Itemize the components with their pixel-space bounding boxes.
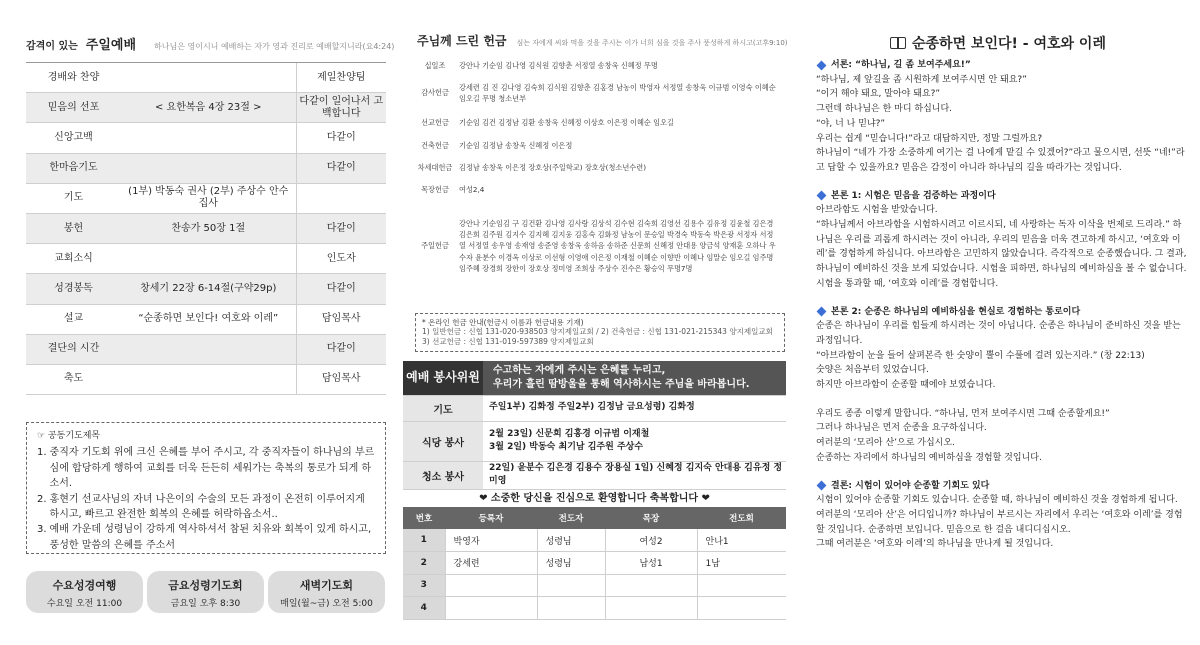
order-item: 한마음기도 [26,153,121,183]
newcomer-number: 1 [403,529,445,552]
sermon-section [816,58,1188,176]
sermon-paragraph: 시험이 있어야 순종할 기회도 있습니다. 순종할 때, 하나님이 예비하신 것을 경험하게 됩니다. 여러분의 ‘모리아 산’은 어디입니까? 하나님이 부르시는 자리에서 우리는 ‘여호와 이레’를 경험할 것입니다. 순종하면 보입니다. 믿음으로 한 걸음 내디디십시오. [816,495,1183,535]
service-committee-table [403,361,786,490]
sermon-paragraph: 아브라함도 시험을 받았습니다. [816,205,938,216]
worship-order-column [18,0,395,645]
offering-category: 건축헌금 [421,141,449,150]
order-content: < 요한복음 4장 23절 > [121,93,296,123]
sermon-section [816,305,1188,466]
service-row-kitchen [403,421,786,461]
book-icon [890,37,906,49]
service-row-cleaning [403,461,786,489]
newcomer-header-cell: 전도회 [697,507,786,529]
order-content [121,334,296,364]
service-row-value [483,421,786,461]
newcomer-evangelist: 성령님 [537,552,605,575]
online-offering-box [415,313,785,352]
meeting-time: 매일(월~금) 오전 5:00 [280,599,373,609]
sermon-body [816,58,1188,565]
sermon-paragraph: 숫양은 처음부터 있었습니다. [816,365,929,376]
prayer-number: 2. [37,493,47,505]
offering-names: 강안나 기순임김 구 김건환 김나영 김사랑 김상석 김수현 김숙희 김영선 김용수 김유정 김윤철 김은경 김은희 김주원 김지수 김지혜 김지웅 김홍숙 김화정 남농이 문승일 박경숙 박동숙 박은광 서정자 서정열 서정열 송우영 송재영 송준영 송창욱 송하음 송하준 신문희 신혜정 안대용 양금석 양재훈 오하나 우수자 윤분수 이경옥 이상로 이선형 이영애 이은정 이재철 이혜순 이향반 이혜나 임말순 임오길 임주명 임주혜 장경희 장한이 장호상 정미영 조희상 주상수 진수은 황승익 무명7명 [459,219,776,273]
offering-row [415,157,777,179]
order-leader: 인도자 [296,244,386,274]
offering-category: 감사헌금 [421,88,449,97]
sermon-heading [816,479,1188,494]
sermon-section [816,189,1188,292]
newcomer-name: 박영자 [445,529,537,552]
offering-category: 주일헌금 [421,241,449,250]
newcomer-society: 1남 [697,552,786,575]
sermon-heading-text: 본론 2: 순종은 하나님의 예비하심을 현실로 경험하는 통로이다 [831,306,1081,317]
prayer-text: 예배 가운데 성령님이 강하게 역사하셔서 참된 치유와 회복이 있게 하시고, 풍성한 말씀의 은혜를 주소서 [49,524,372,551]
newcomer-society [697,597,786,620]
blue-diamond-icon [817,191,827,201]
online-offering-title: * 온라인 헌금 안내(헌금시 이름과 헌금내용 기재) [422,318,584,327]
newcomer-number: 3 [403,574,445,597]
order-item: 믿음의 선포 [26,93,121,123]
order-item: 결단의 시간 [26,334,121,364]
order-leader: 제일찬양팀 [296,63,386,93]
order-leader: 담임목사 [296,364,386,394]
newcomer-name: 강세련 [445,552,537,575]
offering-names: 강세련 김 진 김나영 김숙희 김식원 김향춘 김홍경 남농이 박영자 서정열 송창욱 이규범 이영숙 이혜순 임오길 무명 청소년부 [459,82,776,103]
sermon-paragraph: 순종은 하나님이 우리를 힘들게 하시려는 것이 아닙니다. 순종은 하나님이 준비하신 것을 받는 과정입니다. [816,321,1181,346]
newcomer-evangelist: 성령님 [537,529,605,552]
prayer-item [37,522,377,553]
newcomer-header-cell: 등록자 [445,507,537,529]
order-leader: 다같이 [296,334,386,364]
meeting-dawn [268,571,385,613]
offering-column [403,0,788,645]
sermon-paragraph: “이거 해야 돼요, 말아야 돼요?” [816,89,941,100]
offering-names: 여성2,4 [459,185,485,195]
order-content [121,364,296,394]
blue-diamond-icon [817,481,827,491]
newcomer-header-row [403,507,786,529]
newcomer-evangelist [537,597,605,620]
meeting-title: 금요성령기도회 [168,579,243,592]
offering-row [415,111,777,135]
sermon-section [816,479,1188,553]
worship-order-row [26,213,386,243]
service-row-line: 주일1부) 김화정 주일2부) 김정남 금요성령) 김화정 [489,402,695,413]
order-content [121,153,296,183]
meeting-time: 금요일 오후 8:30 [170,599,241,609]
order-leader [296,183,386,213]
order-item: 교회소식 [26,244,121,274]
worship-header [26,34,394,53]
sermon-paragraph: 여러분의 ‘모리아 산’으로 가십시오. [816,438,955,449]
sermon-heading [816,189,1188,204]
service-row-value [483,461,786,489]
prayer-number: 3. [37,524,47,536]
newcomer-society: 안나1 [697,529,786,552]
offering-category: 십일조 [424,60,446,70]
meeting-title: 새벽기도회 [299,579,354,592]
sermon-paragraph: 그때 여러분은 ‘여호와 이레’의 하나님을 만나게 될 것입니다. [816,539,1054,550]
sermon-heading [816,305,1188,320]
newcomer-number: 2 [403,552,445,575]
sermon-paragraph: 하나님이 “네가 가장 소중하게 여기는 걸 나에게 맡길 수 있겠어?”라고 물으시면, 선뜻 “네!”라고 답할 수 있을까요? 믿음은 감정이 아니라 하나님의 길을 따라가는 것입니다. [816,148,1185,173]
worship-order-row [26,123,386,153]
service-message [483,361,786,395]
offering-row [415,56,777,75]
sermon-heading-text: 서론: “하나님, 길 좀 보여주세요!” [831,60,971,70]
online-offering-line: 3) 선교헌금 : 신협 131-019-597389 양지제일교회 [422,336,594,346]
sermon-paragraph: 우리는 쉽게 “믿습니다!”라고 대답하지만, 정말 그럴까요? [816,133,1043,144]
offering-row [415,135,777,157]
prayer-item [37,492,377,523]
newcomer-group: 남성1 [605,552,697,575]
sermon-paragraph: 우리도 종종 이렇게 말합니다. “하나님, 먼저 보여주시면 그때 순종할게요!” [816,408,1110,419]
newcomer-group [605,597,697,620]
order-content [121,63,296,93]
prayer-text: 중직자 기도회 위에 크신 은혜를 부어 주시고, 각 중직자들이 하나님의 부르심에 합당하게 행하여 교회를 더욱 든든히 세워가는 축복의 통로가 되게 하소서. [49,447,375,490]
worship-order-table [26,62,386,395]
order-item: 신앙고백 [26,123,121,153]
worship-title-prefix: 감격이 있는 [26,41,78,52]
service-row-label: 청소 봉사 [403,461,483,489]
sermon-title [808,33,1188,53]
sermon-heading [816,58,1188,73]
prayer-item [37,445,377,491]
newcomer-number: 4 [403,597,445,620]
prayer-number: 1. [37,447,47,459]
sermon-paragraph: “하나님, 제 앞길을 좀 시원하게 보여주시면 안 돼요?” [816,74,1027,85]
worship-order-row [26,153,386,183]
newcomer-group [605,574,697,597]
newcomer-name [445,597,537,620]
service-row-line: 2월 23일) 신문희 김홍경 이규범 이재철 [489,428,650,439]
blue-diamond-icon [817,307,827,317]
offering-row [415,201,777,291]
newcomer-group: 여성2 [605,529,697,552]
service-row-label: 기도 [403,395,483,421]
prayer-title: ☞ 공동기도제목 [37,431,101,441]
service-label: 예배 봉사위원 [403,361,483,395]
meeting-friday [147,571,264,613]
order-item: 축도 [26,364,121,394]
service-row-line: 22일) 윤분수 김은경 김용수 장용실 1일) 신혜정 김지숙 안대용 김유정 정미영 [489,462,783,486]
order-item: 봉헌 [26,213,121,243]
worship-order-row [26,304,386,334]
common-prayer-box [26,422,386,554]
newcomer-name [445,574,537,597]
newcomer-header-cell: 목장 [605,507,697,529]
worship-order-row [26,244,386,274]
meeting-title: 수요성경여행 [52,579,117,592]
offering-row [415,75,777,111]
order-item: 기도 [26,183,121,213]
sermon-paragraph: “아브라함이 눈을 들어 살펴본즉 한 숫양이 뿔이 수풀에 걸려 있는지라.” (창 22:13) [816,350,1145,361]
sermon-paragraph [816,393,1188,407]
worship-order-row [26,274,386,304]
service-message-line: 우리가 흘린 땀방울을 통해 역사하시는 주님을 바라봅니다. [493,378,750,390]
worship-verse: 하나님은 영이시니 예배하는 자가 영과 진리로 예배할지니라(요4:24) [154,42,395,51]
newcomer-header-cell: 번호 [403,507,445,529]
order-leader: 다같이 [296,213,386,243]
sermon-paragraph: 순종하는 자리에서 하나님의 예비하심을 경험할 것입니다. [816,452,1042,463]
worship-order-row [26,63,386,93]
service-header-row [403,361,786,395]
order-item: 설교 [26,304,121,334]
service-row-label: 식당 봉사 [403,421,483,461]
worship-order-row [26,364,386,394]
offering-list [415,56,777,291]
sermon-title-text: 순종하면 보인다! - 여호와 이레 [912,36,1106,52]
order-content: 찬송가 50장 1절 [121,213,296,243]
offering-category: 선교헌금 [421,118,449,127]
order-leader: 담임목사 [296,304,386,334]
offering-verse: 심는 자에게 씨와 먹을 것을 주시는 이가 너희 심을 것을 주사 풍성하게 하시고(고후9:10) [516,39,788,47]
sermon-paragraph: 그러나 하나님은 먼저 순종을 요구하십니다. [816,423,987,434]
order-content: “순종하면 보인다! 여호와 이레” [121,304,296,334]
newcomer-row [403,597,786,620]
sermon-paragraph: 하지만 아브라함이 순종할 때에야 보였습니다. [816,380,996,391]
offering-category: 차세대헌금 [417,163,453,172]
newcomer-header-cell: 전도자 [537,507,605,529]
newcomer-evangelist [537,574,605,597]
offering-names: 강안나 기순임 김나영 김식원 김향춘 서정열 송창욱 신혜정 무명 [459,60,658,70]
prayer-list [37,445,377,553]
service-row-prayer [403,395,786,421]
worship-title: 주일예배 [85,38,137,53]
order-content: (1부) 박동숙 권사 (2부) 주상수 안수집사 [121,183,296,213]
blue-diamond-icon [817,60,827,70]
order-content: 창세기 22장 6-14절(구약29p) [121,274,296,304]
worship-order-row [26,334,386,364]
sermon-paragraph: “하나님께서 아브라함을 시험하시려고 이르시되, 네 사랑하는 독자 이삭을 번제로 드리라.” 하나님은 우리를 괴롭게 하시려는 것이 아니라, 우리의 믿음을 더욱 견고하게 하시고, ‘여호와 이레’를 경험하게 하십니다. 아브라함은 고민하지 않았습니다. 즉각적으로 순종했습니다. 그 결과, 하나님이 예비하신 것을 보게 되었습니다. 시험을 피하면, 하나님의 예비하심을 볼 수 없습니다. 시험을 통과할 때, ‘여호와 이레’를 경험합니다. [816,220,1187,289]
worship-order-row [26,183,386,213]
newcomer-table [403,507,786,620]
newcomer-row [403,552,786,575]
prayer-text: 홍현기 선교사님의 자녀 나은이의 수술의 모든 과정이 온전히 이루어지게 하시고, 빠르고 완전한 회복의 은혜를 허락하옵소서.. [49,493,365,521]
sermon-paragraph: “야, 너 나 믿냐?” [816,118,886,129]
offering-names: 기순임 김건 김정남 김환 송창욱 신혜정 이상호 이은정 이혜순 임오길 [459,118,674,128]
newcomer-row [403,574,786,597]
newcomer-society [697,574,786,597]
service-message-line: 수고하는 자에게 주시는 은혜를 누리고, [493,365,666,377]
order-item: 경배와 찬양 [26,63,121,93]
offering-category: 목장헌금 [421,185,449,194]
online-offering-line: 1) 일반헌금 : 신협 131-020-938503 양지제일교회 / 2) 건축헌금 : 신협 131-021-215343 양지제일교회 [422,327,773,337]
welcome-message: ❤ 소중한 당신을 진심으로 환영합니다 축복합니다 ❤ [479,493,710,504]
order-item: 성경봉독 [26,274,121,304]
order-leader: 다같이 [296,123,386,153]
order-leader: 다같이 [296,153,386,183]
meeting-wednesday [26,571,143,613]
offering-names: 기순임 김정남 송창욱 신혜정 이은정 [459,141,573,151]
offering-title: 주님께 드린 헌금 [417,34,507,48]
worship-order-row [26,93,386,123]
order-content [121,244,296,274]
service-row-value [483,395,786,421]
order-content [121,123,296,153]
offering-names: 김정남 송창욱 이은정 장호상(주일학교) 장호상(청소년수련) [459,163,646,173]
order-leader: 다같이 [296,274,386,304]
meeting-time: 수요일 오전 11:00 [46,599,123,609]
order-leader: 다같이 일어나서 고백합니다 [296,93,386,123]
sermon-paragraph: 그런데 하나님은 한 마디 하십니다. [816,104,953,115]
sermon-column [808,0,1188,645]
service-row-line: 3월 2일) 박동숙 최기남 김주원 주상수 [489,442,644,452]
offering-header [417,32,788,49]
sermon-heading-text: 본론 1: 시험은 믿음을 검증하는 과정이다 [831,190,996,201]
newcomer-row [403,529,786,552]
sermon-heading-text: 결론: 시험이 있어야 순종할 기회도 있다 [831,480,990,491]
offering-row [415,179,777,201]
